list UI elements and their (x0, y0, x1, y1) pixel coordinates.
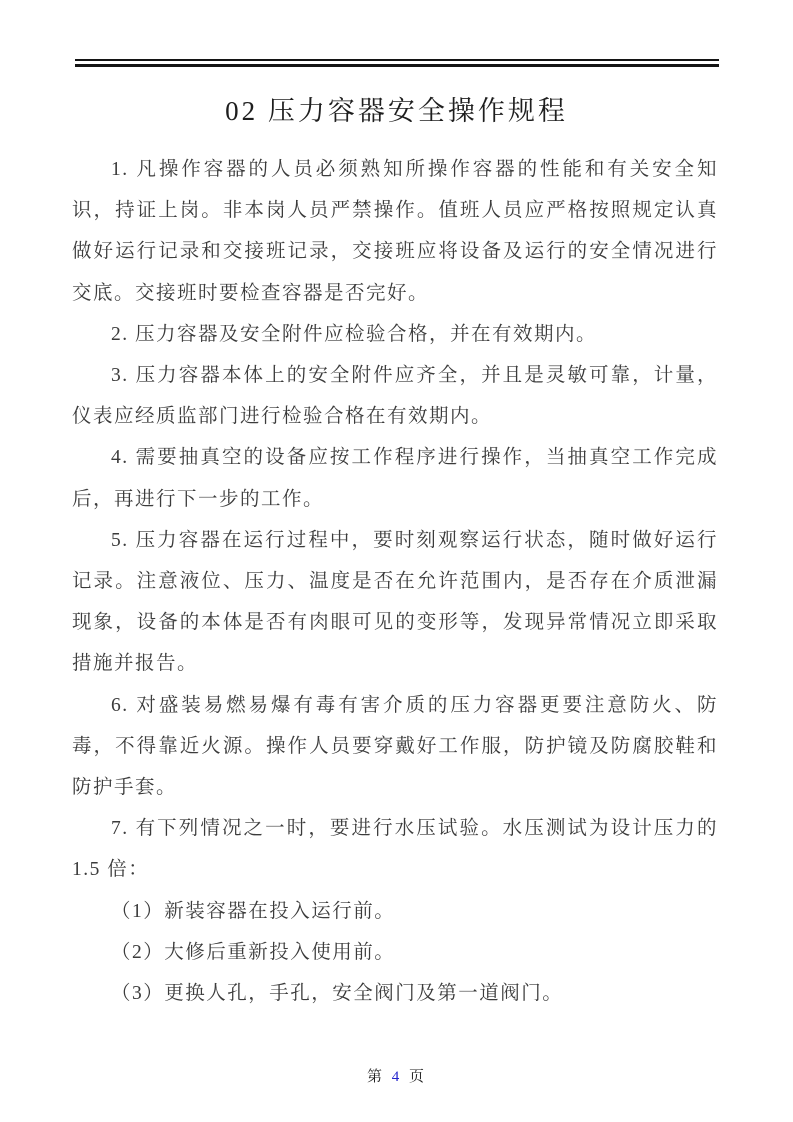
paragraph-1: 1. 凡操作容器的人员必须熟知所操作容器的性能和有关安全知识，持证上岗。非本岗人员严禁操作。值班人员应严格按照规定认真做好运行记录和交接班记录，交接班应将设备及运行的安全情况进行交底。交接班时要检查容器是否完好。 (72, 159, 718, 304)
page-footer (0, 1065, 793, 1086)
sub-item-1: （1）新装容器在投入运行前。 (111, 900, 396, 922)
document-title: 02 压力容器安全操作规程 (225, 96, 568, 126)
paragraph-4: 4. 需要抽真空的设备应按工作程序进行操作，当抽真空工作完成后，再进行下一步的工作。 (72, 447, 718, 510)
header-double-rule (75, 59, 719, 67)
footer-suffix: 页 (409, 1069, 427, 1085)
paragraph-7: 7. 有下列情况之一时，要进行水压试验。水压测试为设计压力的1.5 倍： (72, 818, 718, 881)
paragraph-6: 6. 对盛装易燃易爆有毒有害介质的压力容器更要注意防火、防毒，不得靠近火源。操作人员要穿戴好工作服，防护镜及防腐胶鞋和防护手套。 (72, 694, 718, 799)
paragraph-5: 5. 压力容器在运行过程中，要时刻观察运行状态，随时做好运行记录。注意液位、压力、温度是否在允许范围内，是否存在介质泄漏现象，设备的本体是否有肉眼可见的变形等，发现异常情况立即采取措施并报告。 (72, 529, 718, 675)
paragraph-3: 3. 压力容器本体上的安全附件应齐全，并且是灵敏可靠，计量，仪表应经质监部门进行检验合格在有效期内。 (72, 365, 718, 428)
footer-page-number: 4 (391, 1069, 402, 1085)
footer-prefix: 第 (366, 1069, 384, 1085)
sub-item-2: （2）大修后重新投入使用前。 (111, 941, 396, 963)
paragraph-2: 2. 压力容器及安全附件应检验合格，并在有效期内。 (111, 323, 598, 345)
sub-item-3: （3）更换人孔，手孔，安全阀门及第一道阀门。 (111, 983, 564, 1005)
document-body (72, 149, 718, 1014)
